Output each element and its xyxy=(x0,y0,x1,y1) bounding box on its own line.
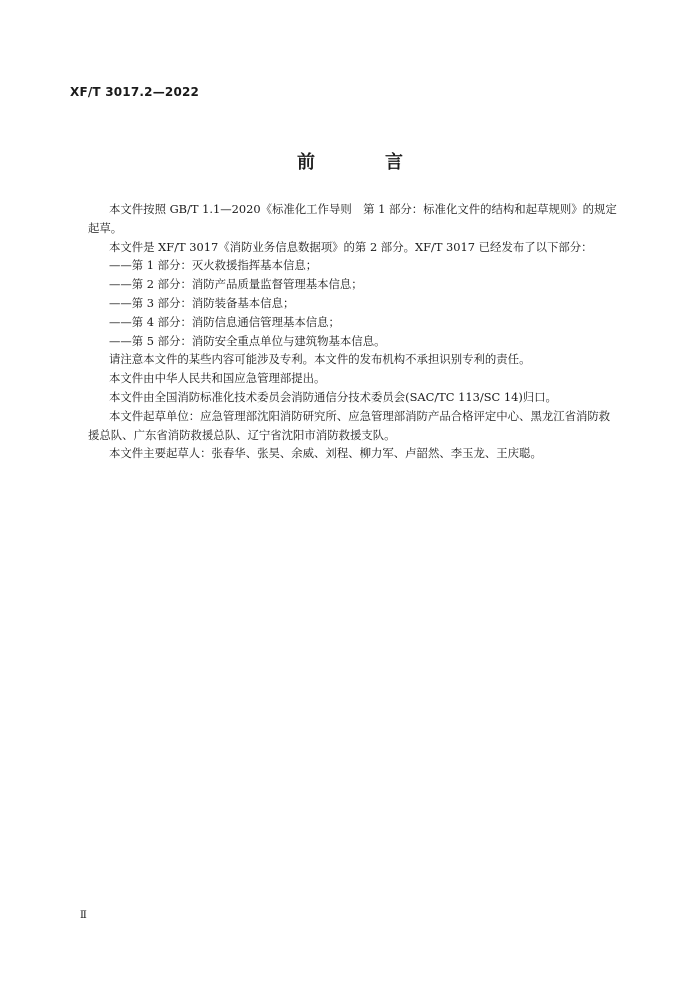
paragraph-patent-notice: 请注意本文件的某些内容可能涉及专利。本文件的发布机构不承担识别专利的责任。 xyxy=(109,352,531,367)
paragraph-drafters: 本文件主要起草人：张春华、张昊、余威、刘程、柳力军、卢韶然、李玉龙、王庆聪。 xyxy=(109,446,542,461)
page-title: 前 言 xyxy=(297,152,429,173)
standard-code: XF/T 3017.2—2022 xyxy=(70,85,200,99)
page-number: Ⅱ xyxy=(80,910,87,921)
paragraph-part-intro: 本文件是 XF/T 3017《消防业务信息数据项》的第 2 部分。XF/T 3017 已经发布了以下部分： xyxy=(109,239,593,254)
paragraph-drafting-units: 本文件起草单位：应急管理部沈阳消防研究所、应急管理部消防产品合格评定中心、黑龙江省消防救援总队、广东省消防救援总队、辽宁省沈阳市消防救援支队。 xyxy=(88,408,611,442)
foreword-body xyxy=(88,200,618,463)
list-item-part-2: ——第 2 部分：消防产品质量监督管理基本信息； xyxy=(109,277,363,292)
list-item-part-4: ——第 4 部分：消防信息通信管理基本信息； xyxy=(109,314,340,329)
paragraph-proposed-by: 本文件由中华人民共和国应急管理部提出。 xyxy=(109,371,326,386)
paragraph-drafting-rules: 本文件按照 GB/T 1.1—2020《标准化工作导则 第 1 部分：标准化文件的结构和起草规则》的规定起草。 xyxy=(88,202,617,235)
paragraph-administered-by: 本文件由全国消防标准化技术委员会消防通信分技术委员会(SAC/TC 113/SC 14)归口。 xyxy=(109,389,557,404)
list-item-part-1: ——第 1 部分：灭火救援指挥基本信息； xyxy=(109,258,318,273)
list-item-part-5: ——第 5 部分：消防安全重点单位与建筑物基本信息。 xyxy=(109,333,386,348)
list-item-part-3: ——第 3 部分：消防装备基本信息； xyxy=(109,295,295,310)
